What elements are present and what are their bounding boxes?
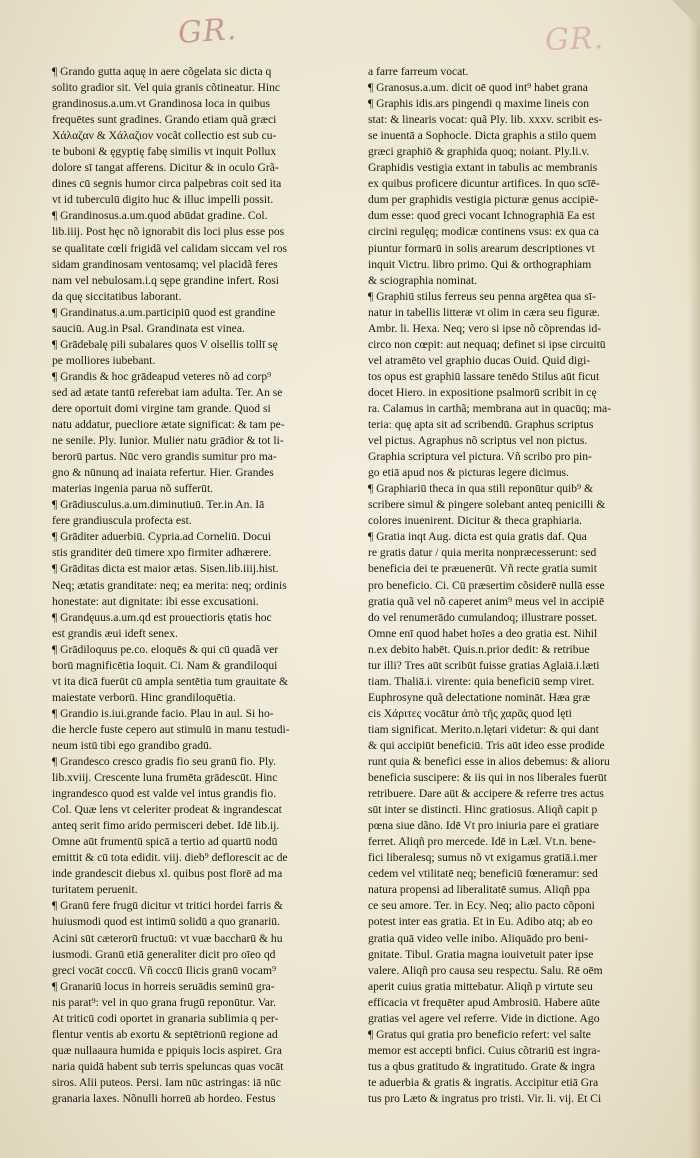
text-line: te aduerbia & gratis & ingratis. Accipitur etiā Gra [368, 1075, 599, 1089]
text-line: ¶ Graphiū stilus ferreus seu penna argētea qua sī- [368, 289, 596, 303]
text-line: græci graphiō & graphida quoq; noiant. Ply.li.v. [368, 145, 590, 159]
text-line: beneficia dei te præuenerūt. Vñ recte gratia sumit [368, 562, 597, 576]
text-line: Omne enī quod habet hoīes a deo gratia est. Nihil [368, 626, 598, 640]
text-line: ¶ Gratus qui gratia pro beneficio refert: vel salte [368, 1027, 591, 1041]
text-line: dum per graphidis vestigia picturæ genus accipiē- [368, 193, 599, 207]
text-line: natu addatur, puecliore ætate significat: & tam pe- [52, 418, 285, 432]
text-line: ¶ Grandinosus.a.um.quod abūdat gradine. Col. [52, 209, 268, 223]
text-line: sed ad ætate tantū referebat iam adulta. Ter. An se [52, 385, 283, 399]
text-line: vt id tuberculū digito huc & illuc impelli possit. [52, 193, 274, 207]
page-corner [672, 0, 700, 28]
text-line: tur illi? Tres aūt scribūt fuisse gratias Aglaiā.i.læti [368, 658, 600, 672]
text-line: & sciographia nominat. [368, 273, 478, 287]
text-line: nam vel nebulosam.i.q sępe grandine infert. Rosi [52, 273, 279, 287]
text-line: fici liberalesq; sumus nõ vt exigamus gratiā.i.mer [368, 851, 598, 865]
text-line: anteq serit fimo arido permisceri debet. Idē lib.ij. [52, 819, 280, 833]
text-line: ¶ Grandęuus.a.um.qd est prouectioris ętatis hoc [52, 610, 272, 624]
text-line: ce seu amore. Ter. in Ecy. Neq; alio pacto cõponi [368, 899, 595, 913]
text-line: lib.xviij. Crescente luna frumēta grādescūt. Hinc [52, 771, 278, 785]
text-line: colores inuenirent. Dicitur & theca graphiaria. [368, 514, 583, 528]
text-line: vel pictus. Agraphus nõ scriptus vel non pictus. [368, 434, 588, 448]
text-line: neum istū tibi ego grandibo gradū. [52, 738, 212, 752]
text-line: die hercle fuste cepero aut stimulū in manu testudi- [52, 722, 290, 736]
text-line: natura propensi ad liberalitatē sumus. Aliqñ ppa [368, 883, 590, 897]
text-line: efficacia vt frequēter apud Ambrosiū. Habere aūte [368, 995, 600, 1009]
text-line: materias ingenia parua nõ sufferūt. [52, 482, 214, 496]
text-line: solito gradior sit. Vel quia granis cõtineatur. Hinc [52, 81, 281, 95]
text-line: greci vocāt coccū. Vñ coccū Ilicis granū vocam⁹ [52, 963, 277, 977]
text-line: sidam grandinosam ventosamq; vel placidã feres [52, 257, 278, 271]
text-line: frequētes sunt gradines. Grando etiam quã græci [52, 113, 277, 127]
text-line: pro beneficio. Ci. Cū præsertim cõsiderē nullā esse [368, 578, 605, 592]
text-line: lib.iiij. Post hęc nõ ignorabit dis loci plus esse pos [52, 225, 285, 239]
text-line: Col. Quæ lens vt celeriter prodeat & ingrandescat [52, 803, 282, 817]
text-line: emittit & cū tota edidit. viij. dieb⁹ deflorescit ac de [52, 851, 288, 865]
text-line: tus a qbus gratitudo & ingratitudo. Grate & ingra [368, 1059, 596, 1073]
text-line: docet Hiero. in expositione psalmorū scribit in cę [368, 385, 597, 399]
text-line: piuntur formarū in solis arearum descriptiones vt [368, 241, 595, 255]
text-line: circini regulęq; modicæ continens vsus: ex qua ca [368, 225, 599, 239]
text-line: stat: & linearis vocat: quã Ply. lib. xxxv. scribit es- [368, 113, 603, 127]
text-line: dolore sī tangat afferens. Dicitur & in oculo Grã- [52, 161, 279, 175]
text-line: inquit Victru. libro primo. Qui & orthographiam [368, 257, 592, 271]
text-line: siros. Alii puteos. Persi. Iam nūc astringas: iā nūc [52, 1075, 281, 1089]
text-line: Acini sūt cæterorū fructuū: vt vuæ baccharū & hu [52, 931, 283, 945]
text-line: sauciū. Aug.in Psal. Grandinata est vinea. [52, 321, 245, 335]
text-line: ¶ Grāditas dicta est maior ætas. Sisen.lib.iiij.hist. [52, 562, 279, 576]
text-line: ¶ Grando gutta aquę in aere cõgelata sic dicta q [52, 65, 272, 78]
text-line: tiam significat. Merito.n.lętari videtur: & qui dant [368, 722, 599, 736]
text-line: dum esse: quod greci vocant Ichnographiā Ea est [368, 209, 595, 223]
text-line: ¶ Grandesco cresco gradis fio seu granū fio. Ply. [52, 755, 277, 769]
text-line: ra. Calamus in carthã; membrana aut in quacūq; ma- [368, 401, 612, 415]
text-line: granaria laxes. Nõnulli horreū ab hordeo. Festus [52, 1092, 276, 1105]
text-line: quæ nullaaura humida e ppiquis locis aspiret. Gra [52, 1043, 282, 1057]
text-line: ¶ Grādiusculus.a.um.diminutiuū. Ter.in An. Iā [52, 498, 265, 512]
text-line: iusmodi. Granū etiā generaliter dicit pro oīeo qd [52, 947, 276, 961]
text-line: a farre farreum vocat. [368, 65, 469, 78]
text-line: potest inter eas gratia. Et in Eu. Adibo atq; ab eo [368, 915, 593, 929]
text-line: dines cū segnis humor circa palpebras coit sed ita [52, 177, 282, 191]
page-edge-shadow [688, 0, 700, 1158]
text-line: gratia quā video velle inibo. Aliquādo pro beni- [368, 931, 589, 945]
text-line: tos opus est graphiū lassare tenēdo Stilus aūt ficut [368, 369, 600, 383]
text-line: ¶ Grandis & hoc grādeapud veteres nõ ad corp⁹ [52, 369, 272, 383]
marginal-note-left: GR. [176, 11, 239, 52]
text-line: memor est accepti bnfici. Cuius cõtrariū est ingra- [368, 1043, 601, 1057]
text-line: pe molliores iubebant. [52, 353, 156, 367]
text-line: gnitate. Tibul. Gratia magna iouivetuit pater ipse [368, 947, 594, 961]
text-line: retribuere. Dare aūt & accipere & referre tres actus [368, 787, 604, 801]
text-line: ¶ Graphis idis.ars pingendi q maxime lineis con [368, 97, 589, 111]
text-line: Χάλαζαν & Χάλαζιον vocãt collectio est sub cu- [52, 129, 277, 143]
text-line: ¶ Granū fere frugū dicitur vt tritici hordei farris & [52, 899, 283, 913]
text-line: re gratis datur / quia merita nonpræcesserunt: sed [368, 546, 597, 560]
text-line: ex quibus proficere dicuntur artifices. In quo scīē- [368, 177, 600, 191]
text-line: ferret. Aliqñ pro mercede. Idē in Læl. Vt.n. bene- [368, 835, 597, 849]
text-line: scribere simul & pingere solebant anteq penicilli & [368, 498, 606, 512]
text-line: da quę siccitatibus laborant. [52, 289, 182, 303]
text-line: Neq; ætatis granditate: neq; ea merita: neq; ordinis [52, 578, 287, 592]
text-line: vt ita dicā fuerūt cū ampla sentētia tum grauitate & [52, 674, 288, 688]
text-line: Graphia scriptura vel pictura. Vñ scribo pro pin- [368, 450, 592, 464]
text-line: Omne aūt frumentū spicā a tertio ad quartū nodū [52, 835, 278, 849]
left-text-column [52, 64, 344, 1107]
text-line: cedem vel vtilitatē neq; beneficiū fœneramur: sed [368, 867, 598, 881]
text-line: ingrandesco quod est valde vel intus grandis fio. [52, 787, 277, 801]
text-line: nis parat⁹: vel in quo grana frugū reponūtur. Var. [52, 995, 277, 1009]
text-line: At triticū codi oportet in granaria sublimia q per- [52, 1011, 279, 1025]
text-line: gno & nūnunq ad inaiata refertur. Hier. Grandes [52, 466, 274, 480]
text-line: runt quia & benefici esse in alios debemus: & alioru [368, 755, 610, 769]
text-line: ¶ Grandinatus.a.um.participiū quod est grandine [52, 305, 276, 319]
text-line: est grandis æui ideft senex. [52, 626, 178, 640]
text-line: naria quidā habent sub terris speluncas quas vocāt [52, 1059, 284, 1073]
text-line: dere oportuit domi virgine tam grande. Quod si [52, 401, 271, 415]
text-line: aperit cuius gratia mittebatur. Aliqñ p virtute seu [368, 979, 593, 993]
text-line: teria: quę apta sit ad scribendū. Graphus scriptus [368, 418, 594, 432]
text-line: Graphidis vestigia extant in tabulis ac membranis [368, 161, 598, 175]
text-line: Euphrosyne quã delectatione nomināt. Hæa græ [368, 690, 591, 704]
text-line: honestate: aut dignitate: ibi esse excusationi. [52, 594, 259, 608]
text-line: stis granditer deū timere xpo firmiter adhærere. [52, 546, 272, 560]
text-line: se qualitate cœli frigidã vel calidam siccam vel ros [52, 241, 288, 255]
text-line: ¶ Grāditer aduerbiū. Cypria.ad Corneliū. Docui [52, 530, 272, 544]
text-line: circo non cœpit: aut nequaq; definet si ipse circuitū [368, 337, 606, 351]
text-line: huiusmodi quod est intimū solidū a quo granariū. [52, 915, 280, 929]
text-line: sūt inter se distincti. Hinc gratiosus. Aliqñ capit p [368, 803, 598, 817]
text-line: gratias vel agere vel referre. Vide in dictione. Ago [368, 1011, 600, 1025]
text-line: ¶ Graphiariū theca in qua stili reponūtur quib⁹ & [368, 482, 594, 496]
text-line: pœna siue dãno. Idē Vt pro iniuria pare ei gratiare [368, 819, 599, 833]
text-line: n.ex debito habēt. Quis.n.prior dedit: & retribue [368, 642, 590, 656]
text-line: valere. Aliqñ pro causa seu respectu. Salu. Rē oēm [368, 963, 603, 977]
text-line: ¶ Grandio is.iui.grande facio. Plau in aul. Si ho- [52, 706, 274, 720]
text-line: & qui accipiūt beneficiū. Tris aūt ideo esse prodide [368, 738, 605, 752]
text-line: se inuentā a Sophocle. Dicta graphis a stilo quem [368, 129, 597, 143]
text-line: Ambr. li. Hexa. Neq; vero si ipse nõ cõprendas id- [368, 321, 602, 335]
text-line: do vel renumerādo cumulandoq; illustrare posset. [368, 610, 598, 624]
right-text-column [368, 64, 658, 1107]
text-line: turitatem peruenit. [52, 883, 138, 897]
text-line: ¶ Grādiloquus pe.co. eloquēs & qui cū quadã ver [52, 642, 279, 656]
text-line: ¶ Granosus.a.um. dicit oē quod int⁹ habet grana [368, 81, 588, 95]
text-line: te buboni & ęgyptię fabę similis vt inquit Pollux [52, 145, 277, 159]
text-line: cis Χάριτες vocātur ἀπὸ τῆς χαρᾶς quod lęti [368, 706, 572, 720]
text-line: tiam. Thaliā.i. virente: quia beneficiū semp viret. [368, 674, 595, 688]
text-line: grandinosus.a.um.vt Grandinosa loca in quibus [52, 97, 270, 111]
text-line: go etiā apud nos & picturas legere dicimus. [368, 466, 569, 480]
text-line: ne senile. Ply. Iunior. Mulier natu grādior & tot li- [52, 434, 284, 448]
marginal-note-right: GR. [544, 20, 605, 59]
text-line: maiestate verborū. Hinc grandiloquētia. [52, 690, 236, 704]
text-line: ¶ Gratia inqt Aug. dicta est quia gratis daf. Qua [368, 530, 587, 544]
text-line: borū magnificētia loquit. Ci. Nam & grandiloqui [52, 658, 278, 672]
text-line: inde grandescit diebus xl. quibus post florē ad ma [52, 867, 283, 881]
text-line: tus pro Læto & ingratus pro tristi. Vir. li. vij. Et Ci [368, 1092, 602, 1105]
text-line: gratia quã vel nõ caperet anim⁹ meus vel in accipiē [368, 594, 605, 608]
text-line: vel atramēto vel graphio ducas Ouid. Quid digi- [368, 353, 591, 367]
text-line: berorū partus. Nūc vero grandis sumitur pro ma- [52, 450, 277, 464]
text-line: natur in tabellis litteræ vt olim in cæra seu figuræ. [368, 305, 600, 319]
text-line: flentur ventis ab exortu & septētrionū regione ad [52, 1027, 278, 1041]
text-line: beneficia suscipere: & iis qui in nos liberales fuerūt [368, 771, 607, 785]
text-line: ¶ Grādebalę pili subalares quos V olsellis tollī sę [52, 337, 278, 351]
text-line: fere grandiuscula profecta est. [52, 514, 192, 528]
text-line: ¶ Granariū locus in horreis seruādis seminū gra- [52, 979, 275, 993]
